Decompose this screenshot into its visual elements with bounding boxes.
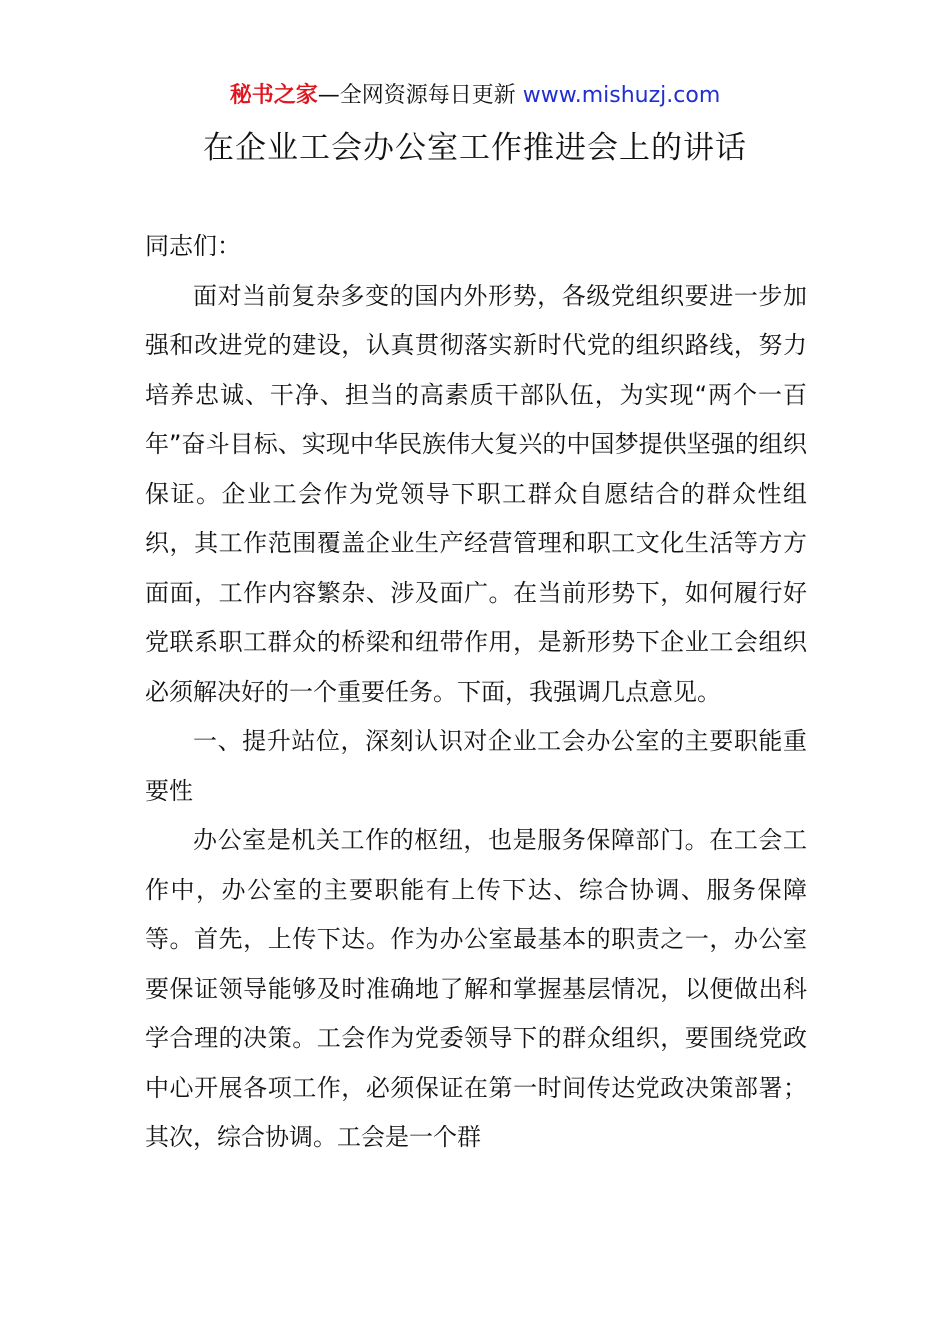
brand-name: 秘书之家 [229,83,318,108]
site-url-link[interactable]: www.mishuzj.com [522,83,721,108]
paragraph-office-functions: 办公室是机关工作的枢纽，也是服务保障部门。在工会工作中，办公室的主要职能有上传下达、综合协调、服务保障等。首先，上传下达。作为办公室最基本的职责之一，办公室要保证领导能够及时准确地了解和掌握基层情况，以便做出科学合理的决策。工会作为党委领导下的群众组织，要围绕党政中心开展各项工作，必须保证在第一时间传达党政决策部署；其次，综合协调。工会是一个群 [145,826,807,1151]
site-header-banner [0,82,950,110]
header-tagline: —全网资源每日更新 [317,83,523,108]
document-body [145,222,807,1163]
salutation: 同志们： [145,232,241,260]
paragraph-intro: 面对当前复杂多变的国内外形势，各级党组织要进一步加强和改进党的建设，认真贯彻落实新时代党的组织路线，努力培养忠诚、干净、担当的高素质干部队伍，为实现“两个一百年”奋斗目标、实现中华民族伟大复兴的中国梦提供坚强的组织保证。企业工会作为党领导下职工群众自愿结合的群众性组织，其工作范围覆盖企业生产经营管理和职工文化生活等方方面面，工作内容繁杂、涉及面广。在当前形势下，如何履行好党联系职工群众的桥梁和纽带作用，是新形势下企业工会组织必须解决好的一个重要任务。下面，我强调几点意见。 [145,281,807,706]
section-heading-1: 一、提升站位，深刻认识对企业工会办公室的主要职能重要性 [145,727,807,805]
document-title: 在企业工会办公室工作推进会上的讲话 [203,130,747,166]
